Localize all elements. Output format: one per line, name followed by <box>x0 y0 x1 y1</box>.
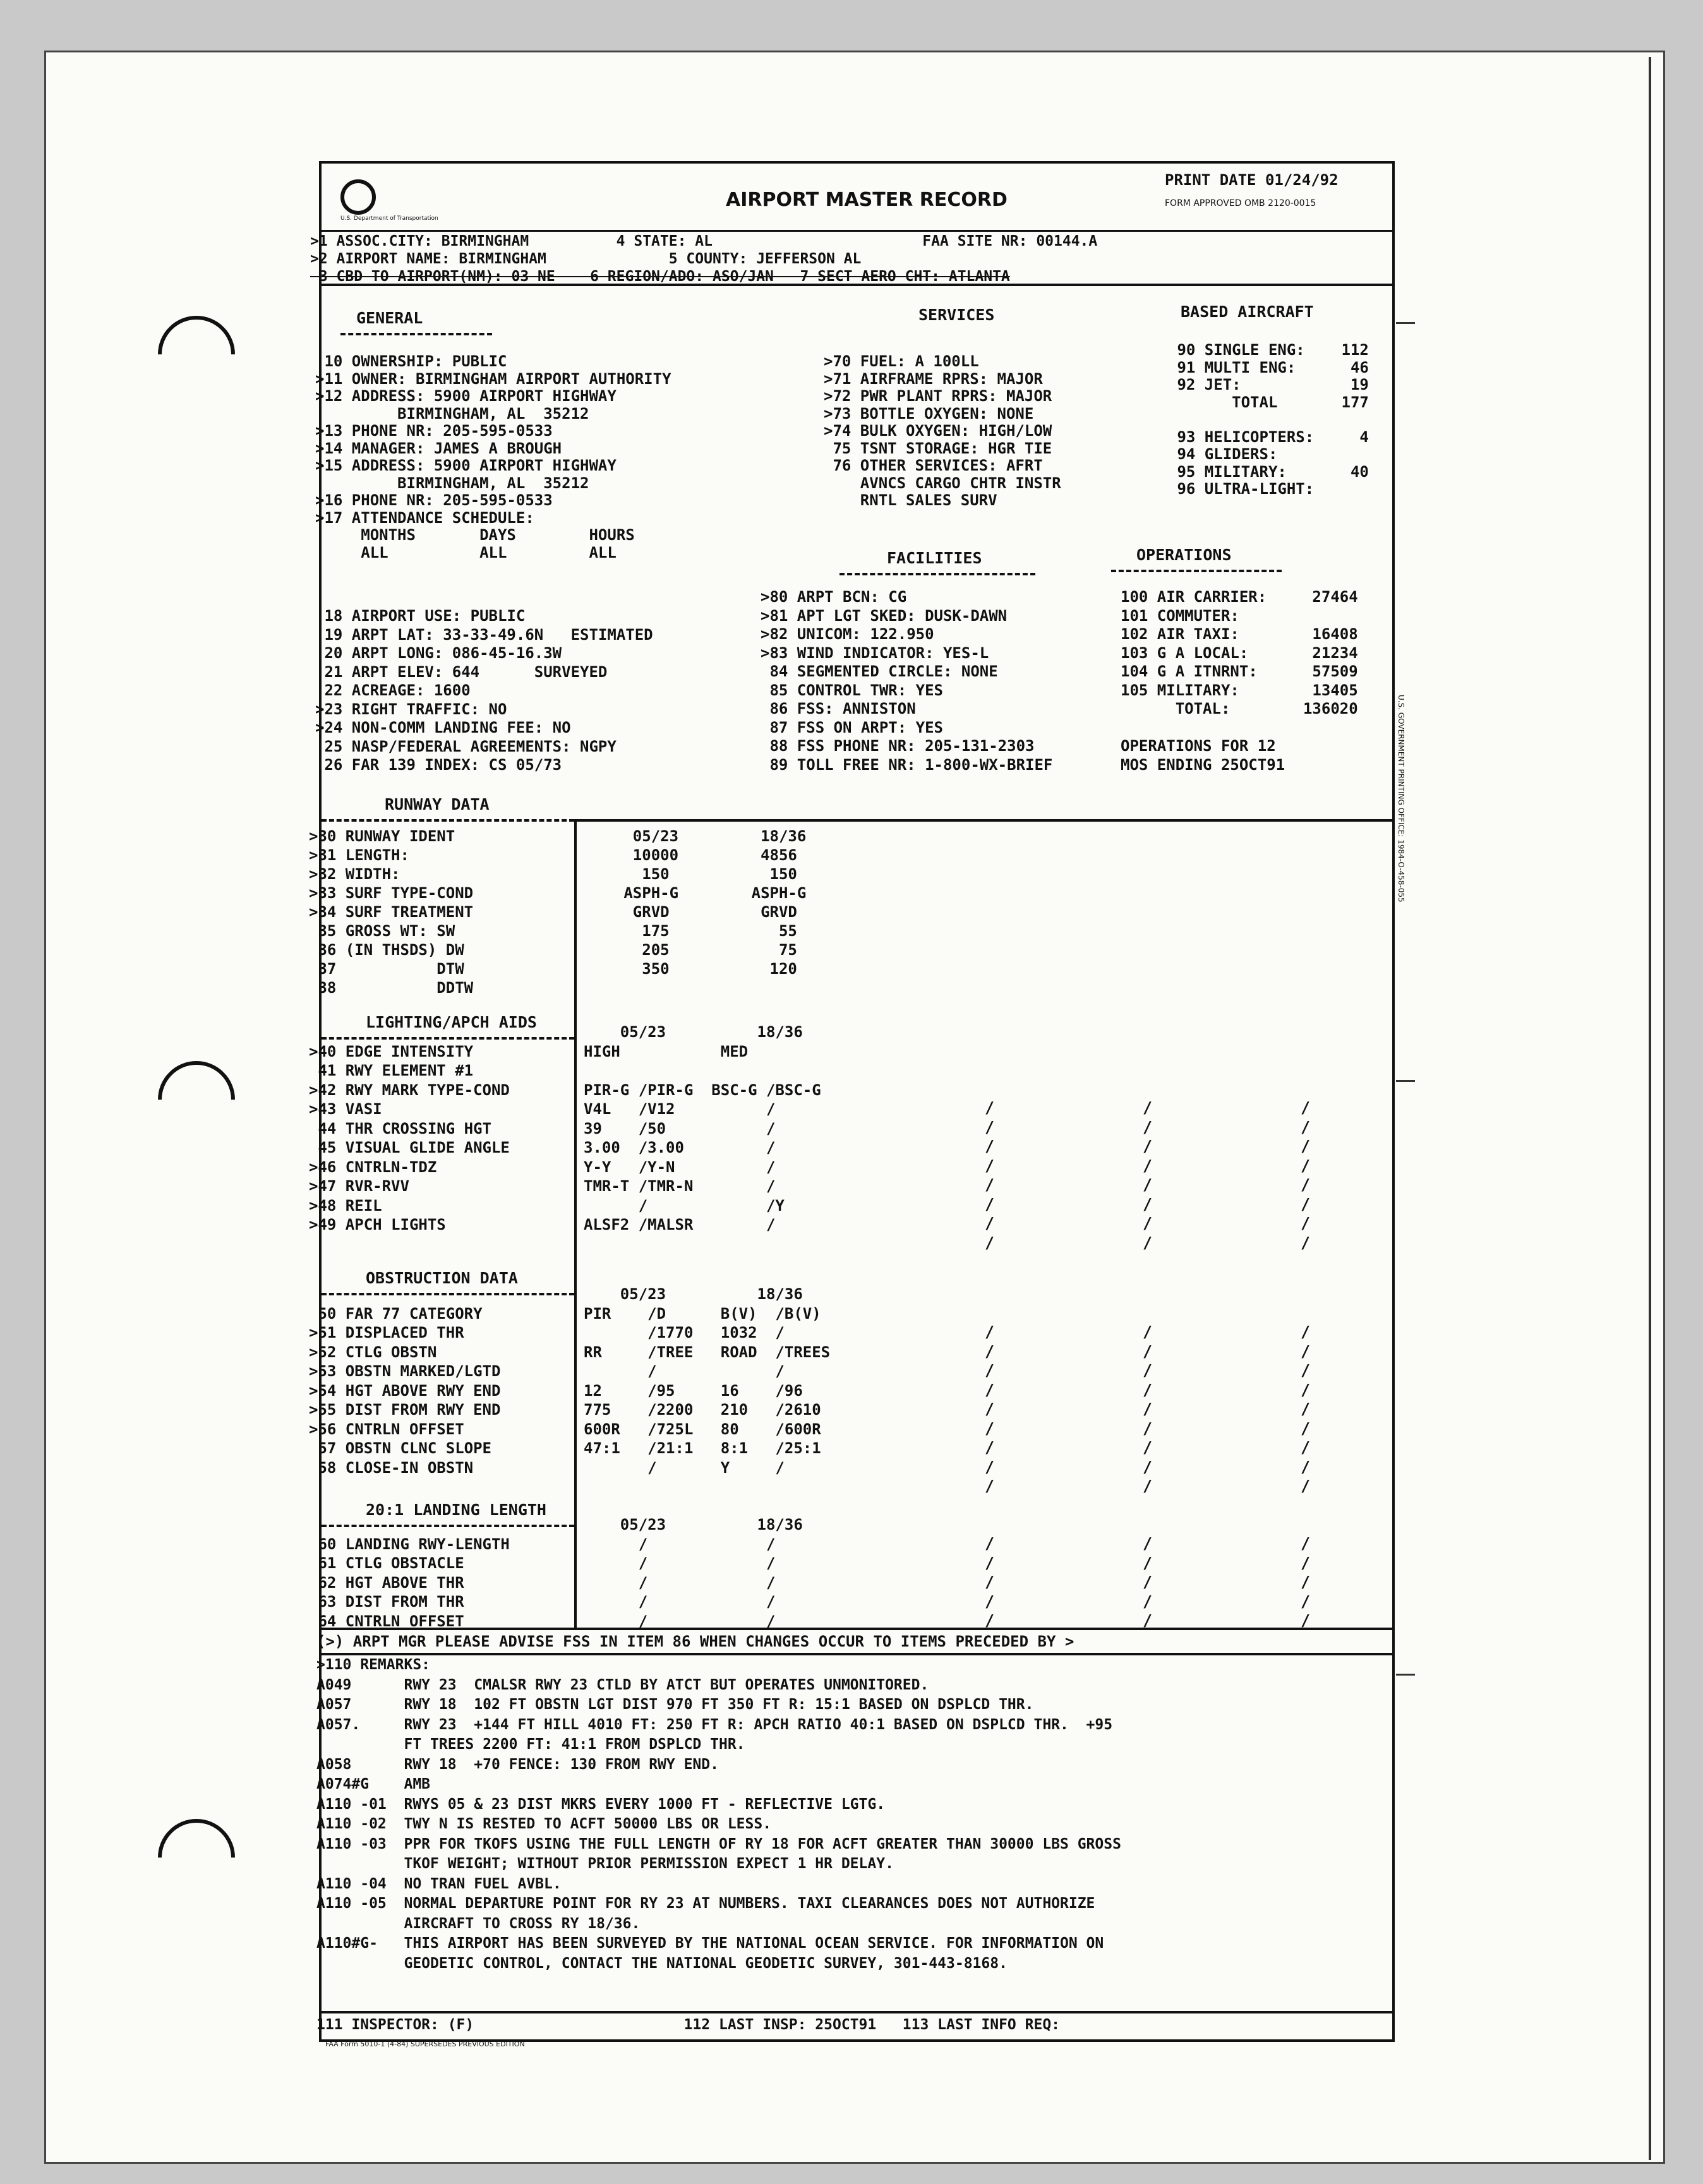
general-line: 10 OWNERSHIP: PUBLIC <box>315 352 507 370</box>
facilities-line: 88 FSS PHONE NR: 205-131-2303 <box>761 737 1035 755</box>
remark-line: AIRCRAFT TO CROSS RY 18/36. <box>316 1915 641 1932</box>
facilities-line: >80 ARPT BCN: CG <box>761 588 907 606</box>
lighting-value: TMR-T /TMR-N / <box>584 1177 776 1195</box>
general-line: 19 ARPT LAT: 33-33-49.6N ESTIMATED <box>315 625 653 644</box>
obstruction-label: >51 DISPLACED THR <box>309 1324 464 1341</box>
runway-value: ASPH-G ASPH-G <box>596 884 807 902</box>
services-line: RNTL SALES SURV <box>824 491 997 509</box>
section-rule <box>322 1037 574 1040</box>
margin-tick <box>1396 1080 1415 1082</box>
form-title: AIRPORT MASTER RECORD <box>726 189 1008 211</box>
operations-line: TOTAL: 136020 <box>1121 700 1358 717</box>
remark-line: FT TREES 2200 FT: 41:1 FROM DSPLCD THR. <box>316 1736 745 1753</box>
runway-label: 36 (IN THSDS) DW <box>309 941 464 959</box>
header-line: 3 CBD TO AIRPORT(NM): 03 NE 6 REGION/ADO: ASO/JAN 7 SECT AERO CHT: ATLANTA <box>310 268 1010 285</box>
section-general: GENERAL <box>356 309 423 327</box>
operations-line: 104 G A ITNRNT: 57509 <box>1121 663 1358 680</box>
airport-master-record-form <box>309 161 1395 2042</box>
column-divider <box>574 819 577 1628</box>
advise-line: (>) ARPT MGR PLEASE ADVISE FSS IN ITEM 86 WHEN CHANGES OCCUR TO ITEMS PRECEDED BY > <box>316 1633 1074 1650</box>
runway-value: 350 120 <box>596 960 797 978</box>
landing-label: 61 CTLG OBSTACLE <box>309 1554 464 1572</box>
general-line: ALL ALL ALL <box>315 543 617 561</box>
section-operations: OPERATIONS <box>1136 546 1232 564</box>
services-line: >71 AIRFRAME RPRS: MAJOR <box>824 369 1043 388</box>
obstruction-label: >56 CNTRLN OFFSET <box>309 1420 464 1438</box>
margin-tick <box>1396 322 1415 324</box>
extra-runway-column: / / / / / / / / / <box>1301 1323 1311 1495</box>
landing-label: 64 CNTRLN OFFSET <box>309 1612 464 1630</box>
landing-value: / / <box>584 1535 776 1553</box>
landing-value: / / <box>584 1593 776 1611</box>
operations-line: MOS ENDING 25OCT91 <box>1121 755 1285 774</box>
operations-line: 101 COMMUTER: <box>1121 606 1239 625</box>
facilities-line: >83 WIND INDICATOR: YES-L <box>761 644 989 662</box>
lighting-label: >42 RWY MARK TYPE-COND <box>309 1081 510 1099</box>
lighting-label: >46 CNTRLN-TDZ <box>309 1158 437 1176</box>
extra-runway-column: / / / / / / / / / <box>1143 1323 1153 1495</box>
inspection-line: 111 INSPECTOR: (F) 112 LAST INSP: 25OCT91 113 LAST INFO REQ: <box>316 2017 1061 2033</box>
lighting-value: 05/23 18/36 <box>584 1023 803 1041</box>
runway-label: >31 LENGTH: <box>309 846 409 864</box>
lighting-value: 39 /50 / <box>584 1119 776 1137</box>
based-aircraft-line: 92 JET: 19 <box>1168 376 1369 393</box>
obstruction-label: >53 OBSTN MARKED/LGTD <box>309 1362 501 1380</box>
runway-value: 205 75 <box>596 941 797 959</box>
general-line: >14 MANAGER: JAMES A BROUGH <box>315 439 562 457</box>
lighting-value: / /Y <box>584 1196 785 1215</box>
dot-logo-icon <box>340 179 376 215</box>
extra-runway-column: / / / / / <box>985 1534 995 1629</box>
obstruction-label: 50 FAR 77 CATEGORY <box>309 1304 483 1323</box>
runway-value: GRVD GRVD <box>596 903 797 921</box>
runway-label: >34 SURF TREATMENT <box>309 903 474 921</box>
services-line: >72 PWR PLANT RPRS: MAJOR <box>824 387 1052 405</box>
services-line: AVNCS CARGO CHTR INSTR <box>824 474 1061 492</box>
general-line: 20 ARPT LONG: 086-45-16.3W <box>315 644 562 662</box>
operations-line: OPERATIONS FOR 12 <box>1121 737 1276 755</box>
facilities-line: 87 FSS ON ARPT: YES <box>761 718 943 736</box>
general-line: MONTHS DAYS HOURS <box>315 526 635 544</box>
based-aircraft-line: 90 SINGLE ENG: 112 <box>1168 341 1369 359</box>
obstruction-value: 775 /2200 210 /2610 <box>584 1401 821 1419</box>
lighting-label: >48 REIL <box>309 1196 382 1215</box>
operations-line: 100 AIR CARRIER: 27464 <box>1121 588 1358 606</box>
section-rule <box>340 333 492 335</box>
general-line: BIRMINGHAM, AL 35212 <box>315 404 589 423</box>
runway-value: 10000 4856 <box>596 846 797 864</box>
based-aircraft-line: 93 HELICOPTERS: 4 <box>1168 428 1369 446</box>
extra-runway-column: / / / / / / / / <box>985 1098 995 1252</box>
section-services: SERVICES <box>918 306 995 324</box>
services-line: 75 TSNT STORAGE: HGR TIE <box>824 439 1052 457</box>
runway-label: 37 DTW <box>309 960 464 978</box>
obstruction-value: / / <box>584 1362 785 1380</box>
section-rule <box>322 1293 574 1295</box>
obstruction-value: 12 /95 16 /96 <box>584 1381 803 1400</box>
services-line: 76 OTHER SERVICES: AFRT <box>824 457 1043 474</box>
runway-value: 150 150 <box>596 865 797 883</box>
facilities-line: 84 SEGMENTED CIRCLE: NONE <box>761 663 998 680</box>
facilities-line: 86 FSS: ANNISTON <box>761 700 916 717</box>
remark-line: A057. RWY 23 +144 FT HILL 4010 FT: 250 FT R: APCH RATIO 40:1 BASED ON DSPLCD THR. +95 <box>316 1716 1113 1733</box>
remark-line: A110 -01 RWYS 05 & 23 DIST MKRS EVERY 1000 FT - REFLECTIVE LGTG. <box>316 1796 886 1813</box>
lighting-label: 44 THR CROSSING HGT <box>309 1119 491 1137</box>
obstruction-value: 600R /725L 80 /600R <box>584 1420 821 1438</box>
general-line: >13 PHONE NR: 205-595-0533 <box>315 422 553 440</box>
form-number: FAA Form 5010-1 (4-84) SUPERSEDES PREVIOUS EDITION <box>325 2040 525 2048</box>
lighting-value: Y-Y /Y-N / <box>584 1158 776 1176</box>
runway-label: >33 SURF TYPE-COND <box>309 884 474 902</box>
section-runway-data: RUNWAY DATA <box>385 795 490 813</box>
based-aircraft-line: 96 ULTRA-LIGHT: <box>1168 480 1315 498</box>
remark-line: >110 REMARKS: <box>316 1657 431 1673</box>
remark-line: A110 -05 NORMAL DEPARTURE POINT FOR RY 23 AT NUMBERS. TAXI CLEARANCES DOES NOT AUTHORIZE <box>316 1895 1095 1912</box>
facilities-line: 85 CONTROL TWR: YES <box>761 681 943 699</box>
remark-line: A110 -04 NO TRAN FUEL AVBL. <box>316 1875 562 1892</box>
services-line: >73 BOTTLE OXYGEN: NONE <box>824 404 1034 423</box>
section-obstruction: OBSTRUCTION DATA <box>366 1269 518 1287</box>
lighting-value: ALSF2 /MALSR / <box>584 1216 776 1233</box>
section-rule <box>839 573 1035 575</box>
remark-line: GEODETIC CONTROL, CONTACT THE NATIONAL GEODETIC SURVEY, 301-443-8168. <box>316 1955 1008 1972</box>
services-line: >74 BULK OXYGEN: HIGH/LOW <box>824 422 1052 440</box>
remark-line: A057 RWY 18 102 FT OBSTN LGT DIST 970 FT 350 FT R: 15:1 BASED ON DSPLCD THR. <box>316 1696 1034 1713</box>
remark-line: A110 -02 TWY N IS RESTED TO ACFT 50000 LBS OR LESS. <box>316 1816 772 1832</box>
remark-line: A049 RWY 23 CMALSR RWY 23 CTLD BY ATCT BUT OPERATES UNMONITORED. <box>316 1676 929 1693</box>
based-aircraft-line: 94 GLIDERS: <box>1168 445 1278 463</box>
runway-label: >30 RUNWAY IDENT <box>309 827 455 845</box>
rule <box>322 284 1392 286</box>
obstruction-value: 47:1 /21:1 8:1 /25:1 <box>584 1439 821 1457</box>
based-aircraft-line: 91 MULTI ENG: 46 <box>1168 358 1369 376</box>
obstruction-label: 57 OBSTN CLNC SLOPE <box>309 1439 491 1457</box>
obstruction-value: / Y / <box>584 1458 785 1477</box>
header-line: >2 AIRPORT NAME: BIRMINGHAM 5 COUNTY: JEFFERSON AL <box>310 251 862 267</box>
runway-value: 175 55 <box>596 922 797 940</box>
landing-label: 63 DIST FROM THR <box>309 1593 464 1611</box>
general-line: >12 ADDRESS: 5900 AIRPORT HIGHWAY <box>315 387 617 405</box>
lighting-label: >49 APCH LIGHTS <box>309 1216 446 1233</box>
extra-runway-column: / / / / / / / / / <box>985 1323 995 1495</box>
landing-value: / / <box>584 1612 776 1630</box>
facilities-line: >81 APT LGT SKED: DUSK-DAWN <box>761 606 1008 625</box>
lighting-label: >43 VASI <box>309 1100 382 1118</box>
general-line: >11 OWNER: BIRMINGHAM AIRPORT AUTHORITY <box>315 369 671 388</box>
based-aircraft-line: TOTAL 177 <box>1168 393 1369 411</box>
rule <box>322 1653 1392 1655</box>
general-line: 26 FAR 139 INDEX: CS 05/73 <box>315 756 562 774</box>
landing-label: 62 HGT ABOVE THR <box>309 1573 464 1592</box>
general-line: 21 ARPT ELEV: 644 SURVEYED <box>315 663 608 681</box>
lighting-value: PIR-G /PIR-G BSC-G /BSC-G <box>584 1081 821 1099</box>
section-facilities: FACILITIES <box>887 549 982 567</box>
landing-value: 05/23 18/36 <box>584 1516 803 1533</box>
lighting-label: 41 RWY ELEMENT #1 <box>309 1062 474 1079</box>
runway-label: >32 WIDTH: <box>309 865 400 883</box>
page-edge-line <box>1649 57 1651 2160</box>
obstruction-value: 05/23 18/36 <box>584 1285 803 1303</box>
lighting-value: HIGH MED <box>584 1042 749 1060</box>
general-line: >16 PHONE NR: 205-595-0533 <box>315 491 553 509</box>
section-landing-length: 20:1 LANDING LENGTH <box>366 1501 546 1519</box>
printing-office-note: U.S. GOVERNMENT PRINTING OFFICE: 1984-O-458-055 <box>1397 695 1405 903</box>
lighting-label: >40 EDGE INTENSITY <box>309 1042 474 1060</box>
obstruction-label: >55 DIST FROM RWY END <box>309 1401 501 1419</box>
obstruction-value: PIR /D B(V) /B(V) <box>584 1304 821 1323</box>
rule <box>322 2011 1392 2013</box>
general-line: >17 ATTENDANCE SCHEDULE: <box>315 508 534 527</box>
general-line: 18 AIRPORT USE: PUBLIC <box>315 607 526 625</box>
remark-line: A074#G AMB <box>316 1776 431 1792</box>
section-based-aircraft: BASED AIRCRAFT <box>1181 303 1314 321</box>
section-rule <box>322 819 574 822</box>
extra-runway-column: / / / / / <box>1143 1534 1153 1629</box>
landing-value: / / <box>584 1573 776 1592</box>
extra-runway-column: / / / / / <box>1301 1534 1311 1629</box>
extra-runway-column: / / / / / / / / <box>1301 1098 1311 1252</box>
rule <box>574 819 1392 822</box>
based-aircraft-line: 95 MILITARY: 40 <box>1168 462 1369 481</box>
facilities-line: >82 UNICOM: 122.950 <box>761 625 934 643</box>
section-rule <box>1111 570 1282 572</box>
obstruction-value: /1770 1032 / <box>584 1324 785 1341</box>
landing-value: / / <box>584 1554 776 1572</box>
remark-line: A110#G- THIS AIRPORT HAS BEEN SURVEYED BY THE NATIONAL OCEAN SERVICE. FOR INFORMATION ON <box>316 1935 1104 1952</box>
extra-runway-column: / / / / / / / / <box>1143 1098 1153 1252</box>
remark-line: A110 -03 PPR FOR TKOFS USING THE FULL LENGTH OF RY 18 FOR ACFT GREATER THAN 30000 LBS GROSS <box>316 1835 1121 1852</box>
general-line: BIRMINGHAM, AL 35212 <box>315 474 589 492</box>
general-line: 22 ACREAGE: 1600 <box>315 681 471 699</box>
section-rule <box>322 1525 574 1527</box>
landing-label: 60 LANDING RWY-LENGTH <box>309 1535 510 1553</box>
operations-line: 102 AIR TAXI: 16408 <box>1121 625 1358 643</box>
obstruction-label: >54 HGT ABOVE RWY END <box>309 1381 501 1400</box>
section-lighting: LIGHTING/APCH AIDS <box>366 1013 537 1031</box>
general-line: >24 NON-COMM LANDING FEE: NO <box>315 719 571 736</box>
rule <box>322 1628 1392 1630</box>
obstruction-label: >52 CTLG OBSTN <box>309 1343 437 1361</box>
omb-approval: FORM APPROVED OMB 2120-0015 <box>1165 198 1316 208</box>
facilities-line: 89 TOLL FREE NR: 1-800-WX-BRIEF <box>761 755 1053 774</box>
runway-label: 38 DDTW <box>309 979 474 997</box>
operations-line: 105 MILITARY: 13405 <box>1121 681 1358 699</box>
lighting-label: 45 VISUAL GLIDE ANGLE <box>309 1139 510 1156</box>
lighting-value: V4L /V12 / <box>584 1100 776 1118</box>
runway-label: 35 GROSS WT: SW <box>309 922 455 940</box>
print-date: PRINT DATE 01/24/92 <box>1165 171 1339 189</box>
remark-line: A058 RWY 18 +70 FENCE: 130 FROM RWY END. <box>316 1756 719 1773</box>
runway-value: 05/23 18/36 <box>596 827 807 845</box>
obstruction-label: 58 CLOSE-IN OBSTN <box>309 1458 474 1477</box>
operations-line: 103 G A LOCAL: 21234 <box>1121 644 1358 662</box>
remark-line: TKOF WEIGHT; WITHOUT PRIOR PERMISSION EXPECT 1 HR DELAY. <box>316 1856 894 1872</box>
obstruction-value: RR /TREE ROAD /TREES <box>584 1343 831 1361</box>
general-line: 25 NASP/FEDERAL AGREEMENTS: NGPY <box>315 737 617 755</box>
form-header <box>322 164 1392 232</box>
agency-name: U.S. Department of Transportation <box>340 215 438 222</box>
lighting-value: 3.00 /3.00 / <box>584 1139 776 1156</box>
services-line: >70 FUEL: A 100LL <box>824 352 979 370</box>
header-line: >1 ASSOC.CITY: BIRMINGHAM 4 STATE: AL FAA SITE NR: 00144.A <box>310 233 1098 249</box>
margin-tick <box>1396 1674 1415 1676</box>
lighting-label: >47 RVR-RVV <box>309 1177 409 1195</box>
general-line: >23 RIGHT TRAFFIC: NO <box>315 700 507 718</box>
general-line: >15 ADDRESS: 5900 AIRPORT HIGHWAY <box>315 457 617 474</box>
